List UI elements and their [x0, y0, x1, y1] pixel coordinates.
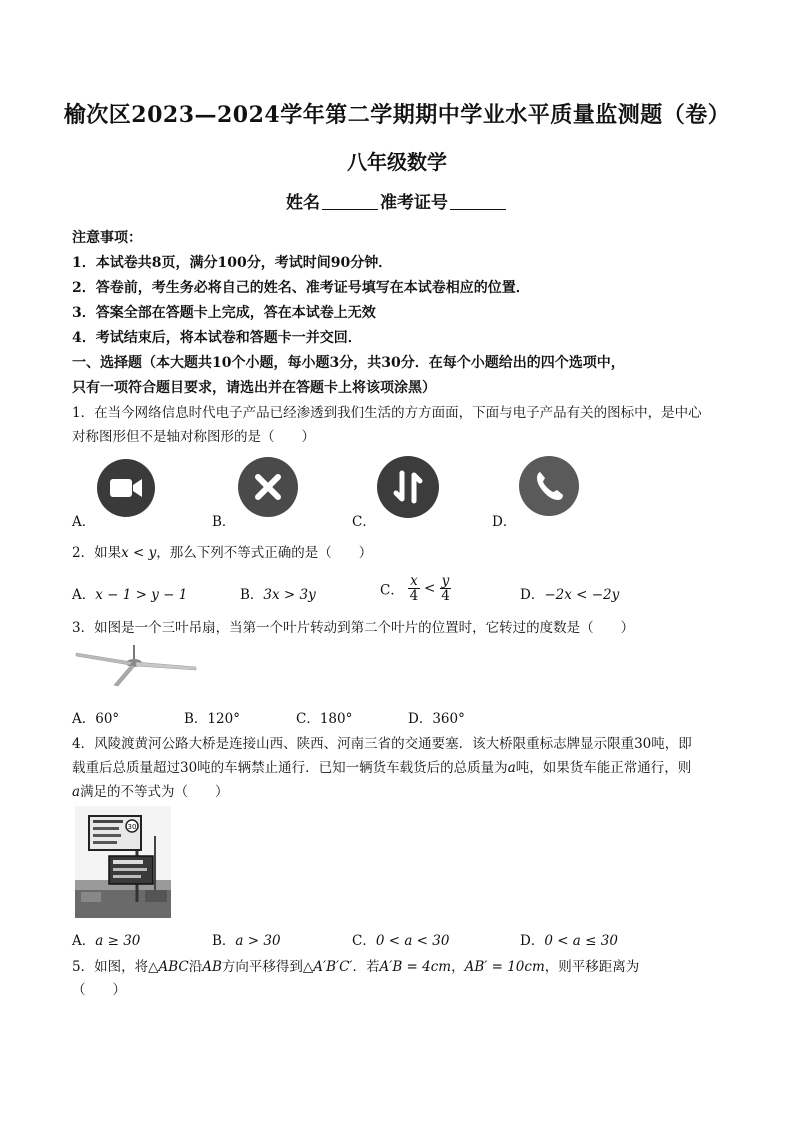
question-5-stem-cont: （ ）	[72, 982, 126, 998]
less-than-sign: <	[424, 580, 436, 597]
video-camera-icon	[96, 458, 156, 522]
q5-text: ，则平移距离为	[544, 959, 640, 975]
q2-option-a	[72, 583, 187, 603]
weight-limit-text: 30	[127, 823, 137, 831]
option-label: C．	[352, 933, 376, 949]
question-4-stem-cont2	[72, 780, 229, 800]
q2-stem-math: x < y	[121, 545, 157, 561]
page-subtitle: 八年级数学	[347, 150, 447, 174]
option-math: −2x < −2y	[544, 587, 620, 603]
fraction	[440, 574, 452, 603]
fraction	[408, 574, 420, 603]
notice-item: 1．本试卷共8页，满分100分，考试时间90分钟．	[72, 255, 393, 271]
q3-option-c: C．180°	[296, 711, 353, 727]
q5-math: A′B = 4cm	[379, 959, 452, 975]
transfer-arrows-icon	[376, 455, 440, 523]
page-title: 榆次区2023—2024学年第二学期期中学业水平质量监测题（卷）	[63, 102, 731, 128]
option-label: A．	[72, 933, 96, 949]
option-math: 0 < a ≤ 30	[544, 933, 618, 949]
q5-text: ．若	[352, 959, 380, 975]
q5-text: 5．如图，将△	[72, 959, 159, 975]
q4-text: 满足的不等式为（ ）	[80, 784, 229, 800]
name-label: 姓名	[286, 193, 320, 213]
option-math: a ≥ 30	[95, 933, 141, 949]
id-label: 准考证号	[380, 193, 448, 213]
q5-math: A′B′C′	[313, 959, 353, 975]
option-math: 3x > 3y	[263, 587, 316, 603]
option-math: x − 1 > y − 1	[95, 587, 188, 603]
notice-item: 4．考试结束后，将本试卷和答题卡一并交回．	[72, 330, 362, 346]
option-label: B．	[212, 933, 236, 949]
section-heading: 一、选择题（本大题共10个小题，每小题3分，共30分．在每个小题给出的四个选项中，	[72, 355, 625, 371]
id-blank	[450, 193, 506, 210]
q2-stem-prefix: 2．如果	[72, 545, 122, 561]
question-1-stem-cont: 对称图形但不是轴对称图形的是（ ）	[72, 429, 315, 445]
section-heading-cont: 只有一项符合题目要求，请选出并在答题卡上将该项涂黑）	[72, 380, 436, 396]
student-info-line	[0, 188, 794, 213]
question-5-stem	[72, 955, 639, 975]
numerator: x	[410, 573, 418, 589]
q4-option-a	[72, 929, 140, 949]
q2-option-d	[520, 583, 619, 603]
numerator: y	[441, 573, 450, 589]
q4-option-d	[520, 929, 618, 949]
question-1-stem: 1．在当今网络信息时代电子产品已经渗透到我们生活的方方面面，下面与电子产品有关的图标中，是中心	[72, 405, 702, 421]
option-label: B．	[240, 587, 264, 603]
q1-option-d-label: D．	[492, 514, 517, 530]
q4-var: a	[507, 760, 516, 776]
q4-option-b	[212, 929, 281, 949]
q5-math: ABC	[158, 959, 189, 975]
q2-option-c	[380, 574, 451, 603]
q5-text: ，	[451, 959, 465, 975]
q1-option-a-label: A．	[72, 514, 96, 530]
option-label: C．	[380, 582, 404, 599]
name-blank	[322, 193, 378, 210]
notice-heading: 注意事项：	[72, 230, 142, 246]
notice-item: 3．答案全部在答题卡上完成，答在本试卷上无效	[72, 305, 376, 321]
phone-icon	[518, 455, 580, 521]
ceiling-fan-icon	[74, 645, 198, 693]
q3-option-d: D．360°	[408, 711, 465, 727]
question-4-stem-cont	[72, 756, 691, 776]
option-math: a > 30	[235, 933, 281, 949]
option-label: D．	[520, 587, 545, 603]
option-label: A．	[72, 587, 96, 603]
q5-math: AB	[202, 959, 222, 975]
option-label: D．	[520, 933, 545, 949]
notice-item: 2．答卷前，考生务必将自己的姓名、准考证号填写在本试卷相应的位置．	[72, 280, 530, 296]
q5-text: 方向平移得到△	[221, 959, 314, 975]
denominator: 4	[441, 588, 450, 604]
q5-math: AB′ = 10cm	[464, 959, 545, 975]
q4-var: a	[72, 784, 81, 800]
q1-option-b-label: B．	[212, 514, 236, 530]
option-math: 0 < a < 30	[375, 933, 450, 949]
q4-option-c	[352, 929, 449, 949]
bridge-sign-photo	[75, 806, 171, 922]
q1-option-c-label: C．	[352, 514, 376, 530]
q4-text: 载重后总质量超过30吨的车辆禁止通行．已知一辆货车载货后的总质量为	[72, 760, 508, 776]
question-2-stem	[72, 541, 372, 561]
q3-option-a: A．60°	[72, 711, 120, 727]
denominator: 4	[409, 588, 419, 604]
question-3-stem: 3．如图是一个三叶吊扇，当第一个叶片转动到第二个叶片的位置时，它转过的度数是（ ）	[72, 620, 635, 636]
close-x-icon	[237, 456, 299, 522]
question-4-stem: 4．风陵渡黄河公路大桥是连接山西、陕西、河南三省的交通要塞．该大桥限重标志牌显示限重30吨，即	[72, 736, 692, 752]
q3-option-b: B．120°	[184, 711, 240, 727]
q2-option-b	[240, 583, 316, 603]
q5-text: 沿	[188, 959, 203, 975]
q2-stem-suffix: ，那么下列不等式正确的是（ ）	[156, 545, 373, 561]
q4-text: 吨，如果货车能正常通行，则	[515, 760, 692, 776]
